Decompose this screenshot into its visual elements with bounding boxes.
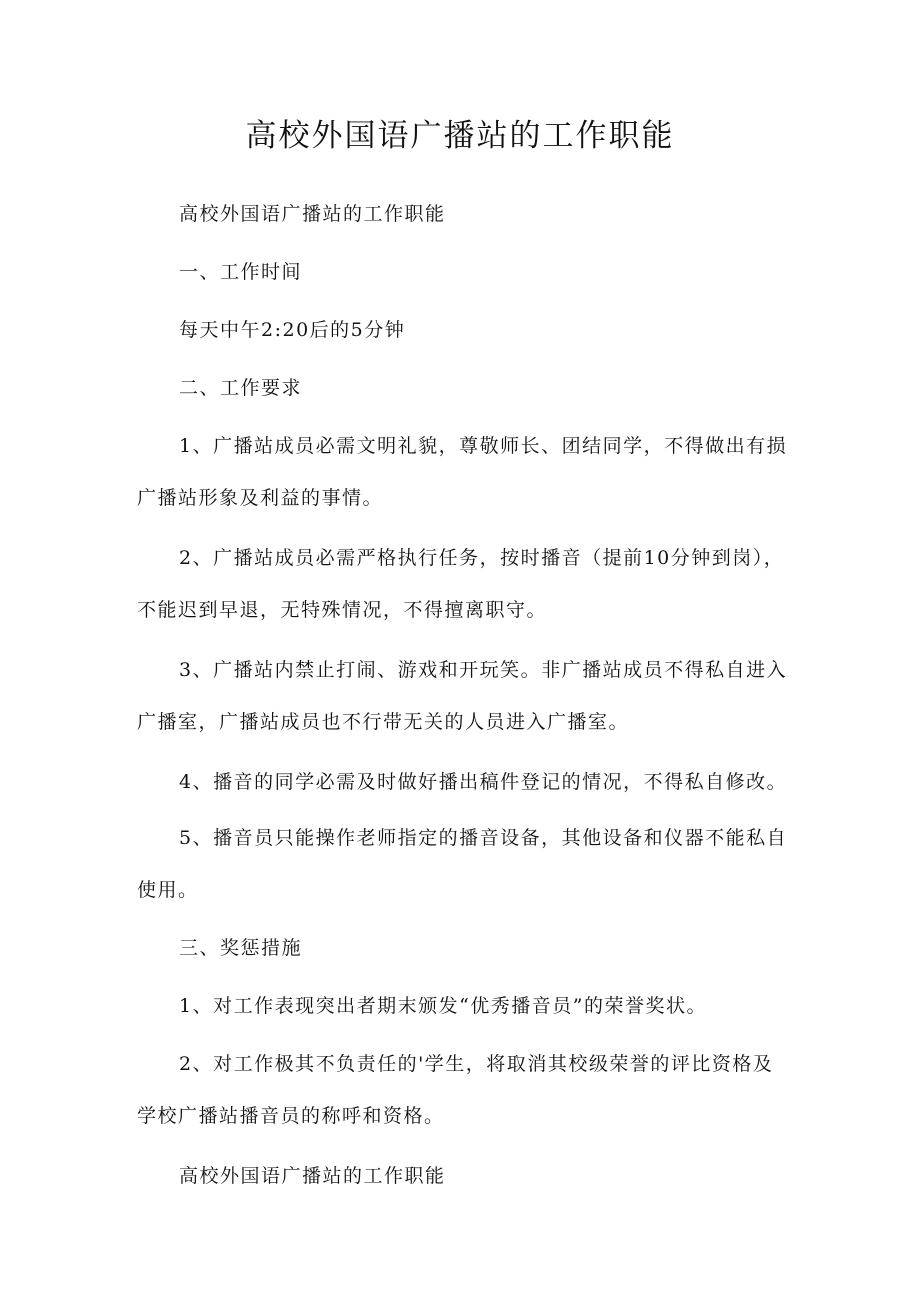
- document-title: 高校外国语广播站的工作职能: [245, 118, 675, 154]
- paragraph-requirement-1: 1、广播站成员必需文明礼貌，尊敬师长、团结同学，不得做出有损广播站形象及利益的事情。: [137, 435, 788, 509]
- paragraph-section-1-heading: 一、工作时间: [179, 261, 303, 283]
- paragraph-requirement-3: 3、广播站内禁止打闹、游戏和开玩笑。非广播站成员不得私自进入广播室，广播站成员也不行带无关的人员进入广播室。: [137, 659, 788, 733]
- paragraph-requirement-2: 2、广播站成员必需严格执行任务，按时播音（提前10分钟到岗），不能迟到早退，无特殊情况，不得擅离职守。: [137, 547, 785, 621]
- paragraph-work-time: 每天中午2:20后的5分钟: [179, 319, 406, 341]
- paragraph-requirement-5: 5、播音员只能操作老师指定的播音设备，其他设备和仪器不能私自使用。: [137, 827, 788, 901]
- paragraph-section-3-heading: 三、奖惩措施: [179, 937, 303, 959]
- paragraph-footer-title: 高校外国语广播站的工作职能: [179, 1165, 446, 1187]
- paragraph-reward-1: 1、对工作表现突出者期末颁发“优秀播音员”的荣誉奖状。: [179, 995, 708, 1017]
- paragraph-requirement-4: 4、播音的同学必需及时做好播出稿件登记的情况，不得私自修改。: [179, 771, 788, 793]
- paragraph-reward-2: 2、对工作极其不负责任的'学生，将取消其校级荣誉的评比资格及学校广播站播音员的称呼和资格。: [137, 1053, 774, 1127]
- paragraph-subtitle: 高校外国语广播站的工作职能: [179, 203, 446, 225]
- paragraph-section-2-heading: 二、工作要求: [179, 377, 303, 399]
